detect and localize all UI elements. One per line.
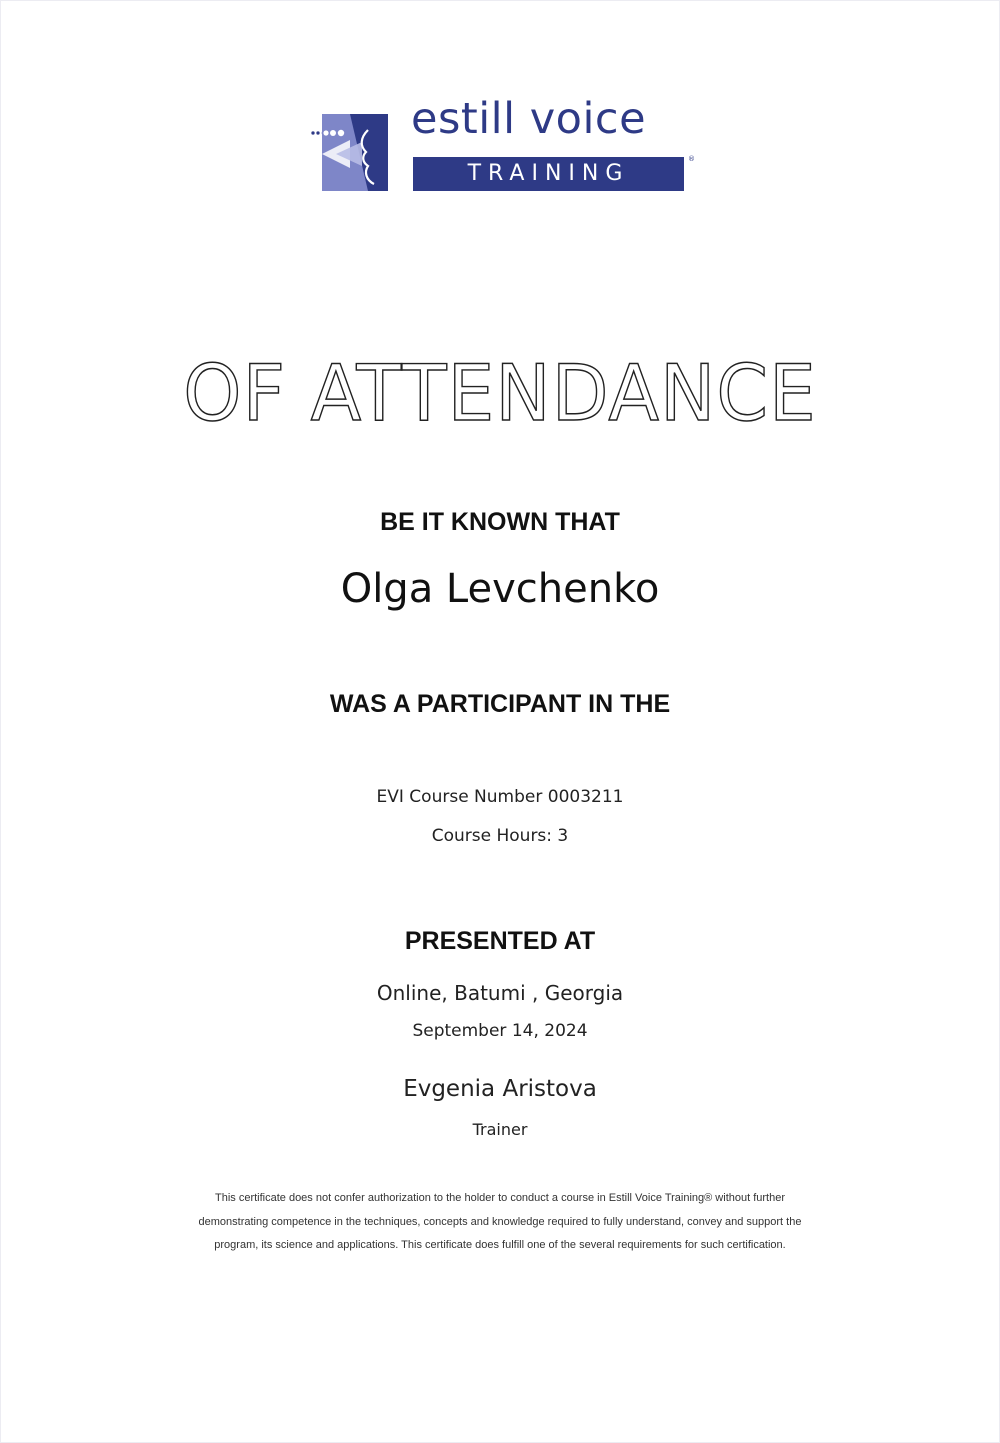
certificate-title-line2: OF ATTENDANCE [183,348,817,440]
logo-wordmark: estill voice [411,94,647,144]
estill-voice-training-logo [310,94,700,196]
course-hours: Course Hours: 3 [431,826,569,846]
disclaimer-line: demonstrating competence in the techniques, concepts and knowledge required to fully understand, convey and support the [198,1215,802,1228]
participant-heading: WAS A PARTICIPANT IN THE [329,690,671,718]
registered-mark: ® [688,155,695,163]
disclaimer-text [150,1187,850,1258]
trainer-name: Evgenia Aristova [403,1076,597,1102]
disclaimer-line: program, its science and applications. This certificate does fulfill one of the several requirements for such certification. [214,1239,786,1251]
trainer-role: Trainer [472,1120,528,1139]
certificate-title-line1: CERTIFICATE [262,253,738,345]
course-location: Online, Batumi , Georgia [376,981,624,1005]
known-heading: BE IT KNOWN THAT [380,508,620,536]
course-date: September 14, 2024 [412,1021,588,1041]
logo-subtitle-bar: TRAINING [413,157,684,191]
recipient-name: Olga Levchenko [340,566,660,612]
course-number: EVI Course Number 0003211 [376,787,624,807]
disclaimer-line: This certificate does not confer authorization to the holder to conduct a course in Estill Voice Training® without further [214,1192,786,1204]
presented-heading: PRESENTED AT [404,927,596,955]
logo-mark-icon [310,110,392,194]
